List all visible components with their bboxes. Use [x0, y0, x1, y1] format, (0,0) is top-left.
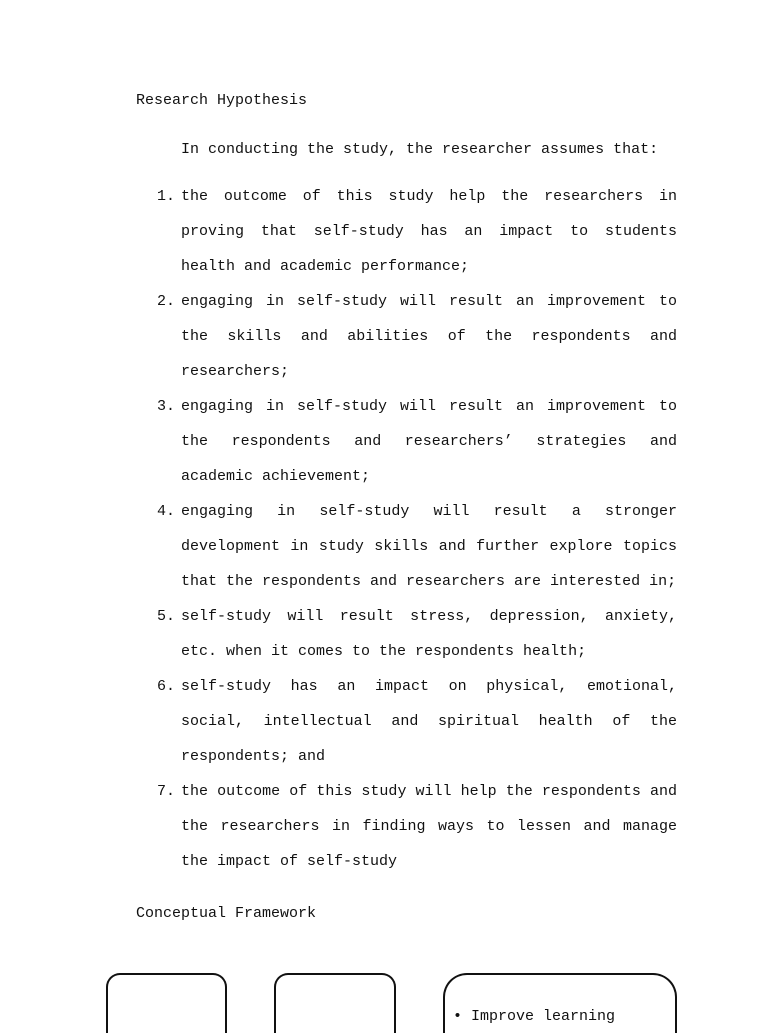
- framework-box-input: [106, 973, 227, 1033]
- research-hypothesis-heading: Research Hypothesis: [136, 92, 308, 109]
- hypothesis-text: self-study has an impact on physical, emotional, social, intellectual and spiritual health of the respondents; and: [181, 678, 677, 765]
- hypothesis-number: 4.: [157, 503, 176, 520]
- framework-box-process: [274, 973, 396, 1033]
- hypothesis-number: 7.: [157, 783, 176, 800]
- hypothesis-number: 3.: [157, 398, 176, 415]
- hypothesis-number: 2.: [157, 293, 176, 310]
- hypothesis-text: the outcome of this study will help the respondents and the researchers in finding ways to lessen and manage the impact of self-study: [181, 783, 677, 870]
- hypothesis-list: [157, 179, 677, 879]
- framework-output-list: [453, 1007, 615, 1027]
- hypothesis-item: [157, 669, 677, 774]
- hypothesis-item: [157, 494, 677, 599]
- hypothesis-text: the outcome of this study help the researchers in proving that self-study has an impact to students health and academic performance;: [181, 188, 677, 275]
- framework-output-item: • Improve learning: [453, 1008, 616, 1025]
- hypothesis-item: [157, 179, 677, 284]
- hypothesis-number: 1.: [157, 188, 176, 205]
- hypothesis-item: [157, 284, 677, 389]
- hypothesis-text: engaging in self-study will result a stronger development in study skills and further explore topics that the respondents and researchers are interested in;: [181, 503, 677, 590]
- hypothesis-intro: In conducting the study, the researcher assumes that:: [181, 141, 659, 158]
- hypothesis-item: [157, 774, 677, 879]
- hypothesis-text: engaging in self-study will result an improvement to the skills and abilities of the respondents and researchers;: [181, 293, 677, 380]
- conceptual-framework-heading: Conceptual Framework: [136, 905, 317, 922]
- hypothesis-text: engaging in self-study will result an improvement to the respondents and researchers’ strategies and academic achievement;: [181, 398, 677, 485]
- hypothesis-item: [157, 389, 677, 494]
- framework-box-output: [443, 973, 677, 1033]
- hypothesis-number: 6.: [157, 678, 176, 695]
- hypothesis-number: 5.: [157, 608, 176, 625]
- hypothesis-item: [157, 599, 677, 669]
- hypothesis-text: self-study will result stress, depression, anxiety, etc. when it comes to the respondents health;: [181, 608, 677, 660]
